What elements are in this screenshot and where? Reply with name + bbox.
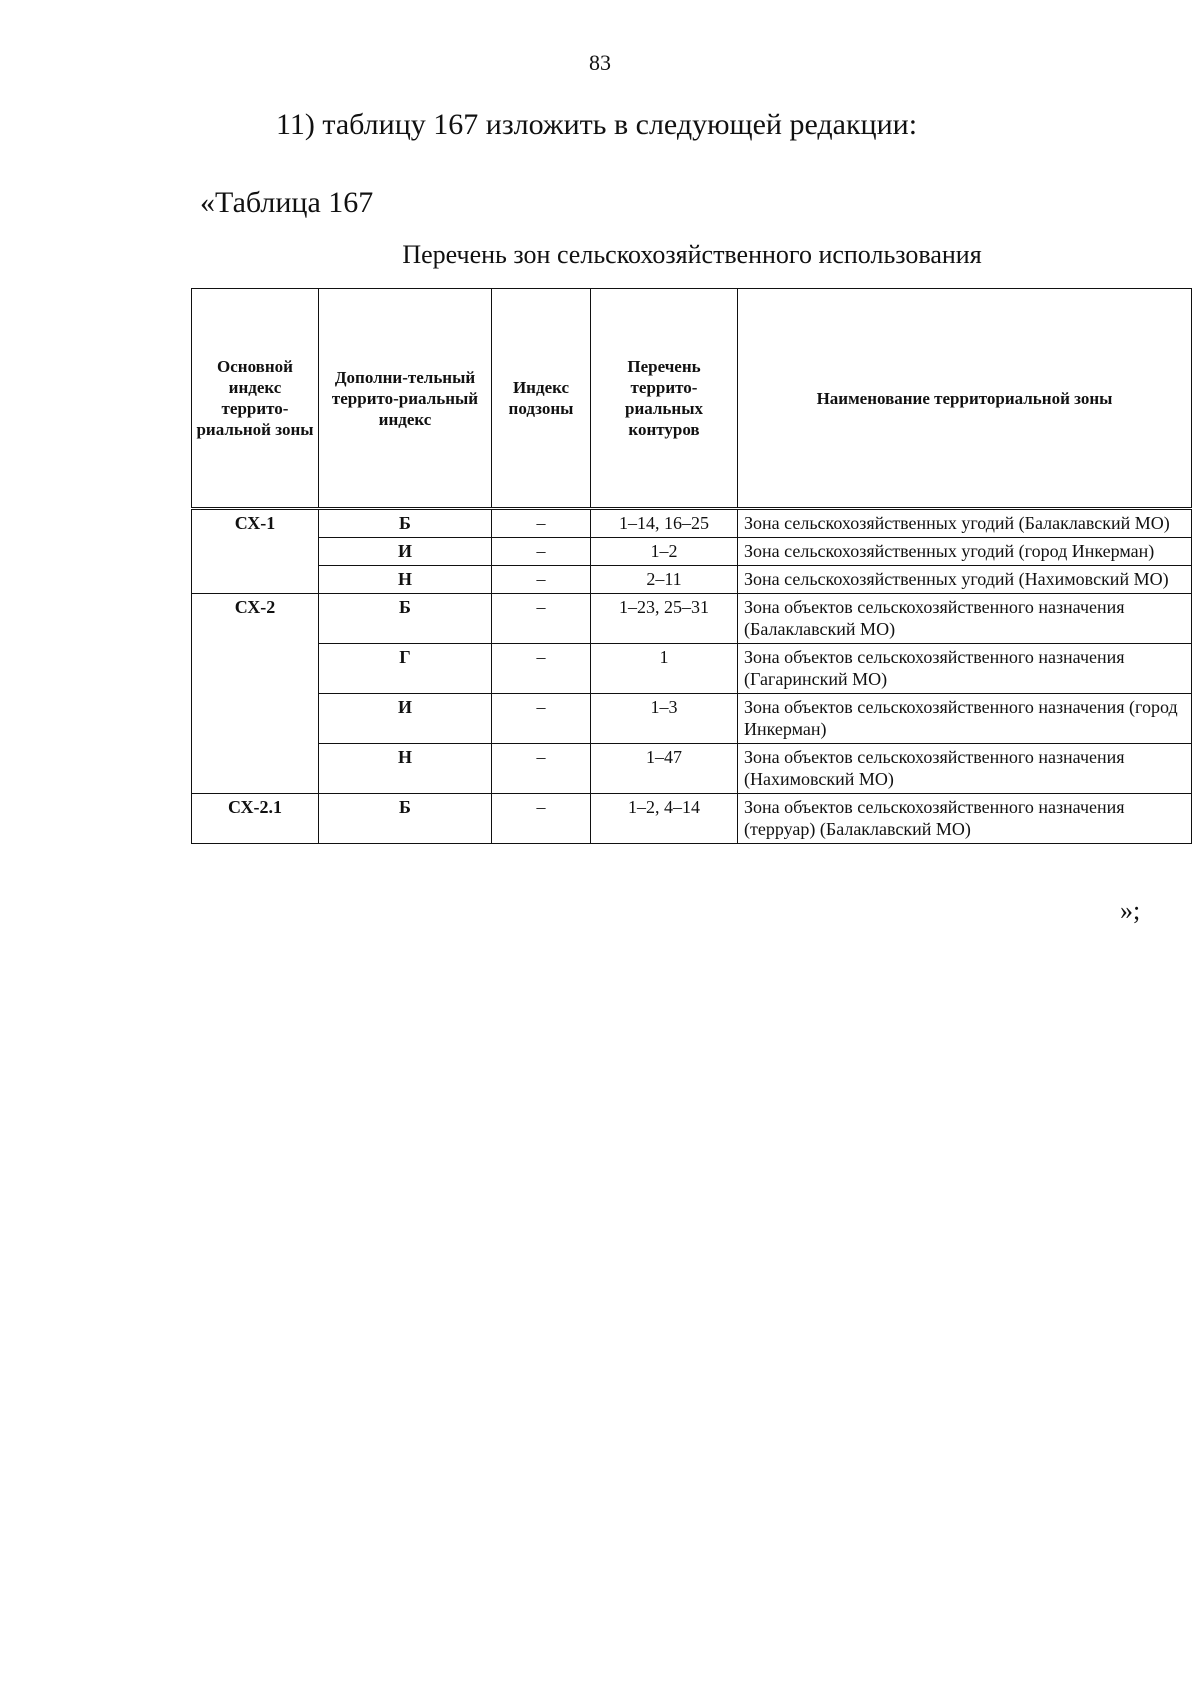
table-row bbox=[192, 594, 1192, 644]
additional-index-cell: И bbox=[319, 694, 492, 744]
contours-cell: 1–47 bbox=[591, 744, 738, 794]
table-row bbox=[192, 509, 1192, 538]
header-subzone-index: Индекс подзоны bbox=[492, 289, 591, 509]
additional-index-cell: Г bbox=[319, 644, 492, 694]
main-index-cell: СХ-1 bbox=[192, 509, 319, 594]
header-main-index: Основной индекс террито-риальной зоны bbox=[192, 289, 319, 509]
additional-index-cell: Н bbox=[319, 744, 492, 794]
closing-quote: »; bbox=[1120, 896, 1141, 925]
header-zone-name: Наименование территориальной зоны bbox=[738, 289, 1192, 509]
additional-index-cell: Б bbox=[319, 509, 492, 538]
zone-name-cell: Зона объектов сельскохозяйственного назначения (терруар) (Балаклавский МО) bbox=[738, 794, 1192, 844]
contours-cell: 1–3 bbox=[591, 694, 738, 744]
table-row bbox=[192, 694, 1192, 744]
contours-cell: 1–23, 25–31 bbox=[591, 594, 738, 644]
additional-index-cell: Б bbox=[319, 594, 492, 644]
zone-name-cell: Зона объектов сельскохозяйственного назначения (Балаклавский МО) bbox=[738, 594, 1192, 644]
contours-cell: 2–11 bbox=[591, 566, 738, 594]
contours-cell: 1 bbox=[591, 644, 738, 694]
contours-cell: 1–2, 4–14 bbox=[591, 794, 738, 844]
additional-index-cell: Н bbox=[319, 566, 492, 594]
additional-index-cell: Б bbox=[319, 794, 492, 844]
zone-name-cell: Зона объектов сельскохозяйственного назначения (Гагаринский МО) bbox=[738, 644, 1192, 694]
table-title: Перечень зон сельскохозяйственного использования bbox=[402, 240, 982, 269]
zone-name-cell: Зона объектов сельскохозяйственного назначения (Нахимовский МО) bbox=[738, 744, 1192, 794]
subzone-cell: – bbox=[492, 566, 591, 594]
header-contours: Перечень террито-риальных контуров bbox=[591, 289, 738, 509]
zones-table bbox=[191, 288, 1192, 844]
table-row bbox=[192, 744, 1192, 794]
main-index-cell: СХ-2 bbox=[192, 594, 319, 794]
additional-index-cell: И bbox=[319, 538, 492, 566]
zone-name-cell: Зона сельскохозяйственных угодий (Нахимовский МО) bbox=[738, 566, 1192, 594]
main-index-cell: СХ-2.1 bbox=[192, 794, 319, 844]
zone-name-cell: Зона сельскохозяйственных угодий (Балаклавский МО) bbox=[738, 509, 1192, 538]
contours-cell: 1–14, 16–25 bbox=[591, 509, 738, 538]
subzone-cell: – bbox=[492, 644, 591, 694]
table-header-row bbox=[192, 289, 1192, 509]
table-row bbox=[192, 644, 1192, 694]
subzone-cell: – bbox=[492, 794, 591, 844]
zone-name-cell: Зона сельскохозяйственных угодий (город Инкерман) bbox=[738, 538, 1192, 566]
contours-cell: 1–2 bbox=[591, 538, 738, 566]
instruction-text: 11) таблицу 167 изложить в следующей редакции: bbox=[276, 108, 918, 141]
table-label: «Таблица 167 bbox=[200, 186, 374, 219]
zone-name-cell: Зона объектов сельскохозяйственного назначения (город Инкерман) bbox=[738, 694, 1192, 744]
subzone-cell: – bbox=[492, 509, 591, 538]
table-row bbox=[192, 538, 1192, 566]
page-number: 83 bbox=[589, 50, 611, 75]
subzone-cell: – bbox=[492, 694, 591, 744]
subzone-cell: – bbox=[492, 594, 591, 644]
header-additional-index: Дополни-тельный террито-риальный индекс bbox=[319, 289, 492, 509]
subzone-cell: – bbox=[492, 744, 591, 794]
table-row bbox=[192, 794, 1192, 844]
table-row bbox=[192, 566, 1192, 594]
subzone-cell: – bbox=[492, 538, 591, 566]
